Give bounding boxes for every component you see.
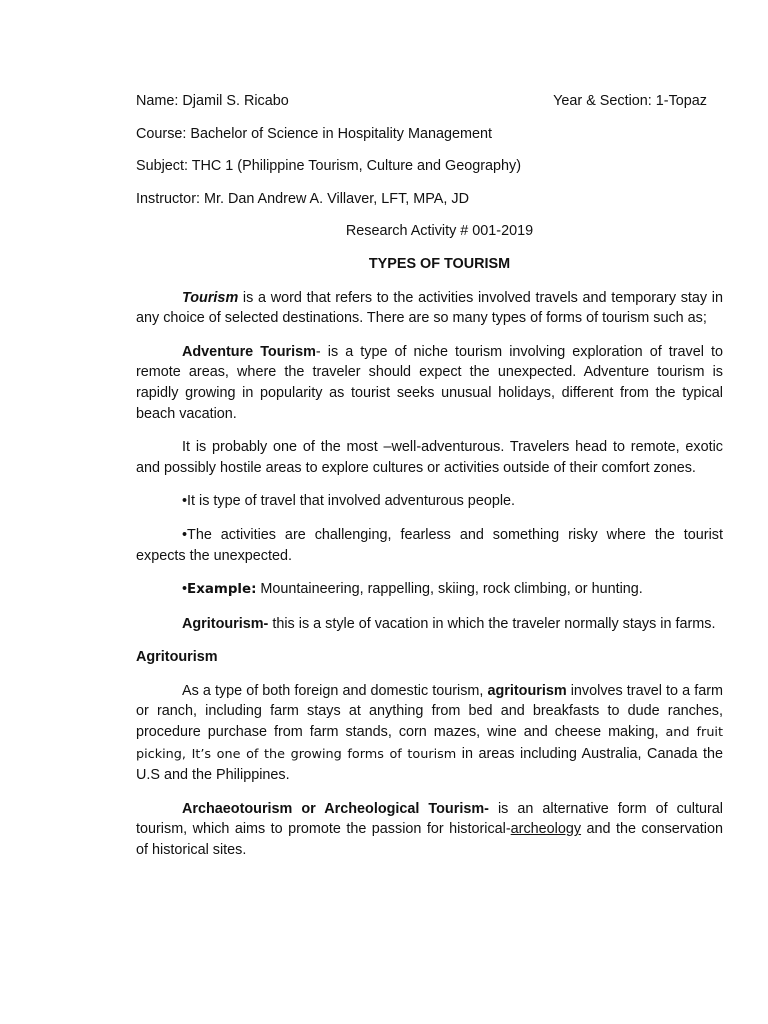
term-agritourism-inline: agritourism	[487, 682, 567, 699]
bullet-activities: •The activities are challenging, fearless and something risky where the tourist expects the unexpected.	[136, 526, 723, 564]
year-section: Year & Section: 1-Topaz	[553, 93, 707, 109]
archeology-link[interactable]: archeology	[510, 821, 582, 838]
bullet-example	[136, 579, 723, 601]
heading-agritourism: Agritourism	[136, 649, 218, 666]
paragraph-adventure-tourism	[136, 342, 723, 424]
term-adventure-tourism: Adventure Tourism	[182, 343, 316, 360]
bullet-adventurous-people: •It is type of travel that involved adventurous people.	[182, 493, 516, 510]
agri-text-alt: and fruit picking, It’s one of the growing forms of tourism	[136, 725, 724, 762]
paragraph-archaeotourism	[136, 799, 723, 861]
document-title: TYPES OF TOURISM	[368, 255, 511, 272]
subject-line: Subject: THC 1 (Philippine Tourism, Culture and Geography)	[136, 158, 522, 175]
paragraph-tourism-definition	[136, 288, 723, 329]
text-adventure-tourism: - is a type of niche tourism involving exploration of travel to remote areas, where the traveler should expect the unexpected. Adventure tourism is rapidly growing in popularity as tourist seeks unusual holidays, different from the typical beach vacation.	[136, 343, 723, 422]
activity-number: Research Activity # 001-2019	[345, 223, 534, 240]
term-archaeotourism: Archaeotourism or Archeological Tourism-	[182, 800, 489, 817]
agri-text-pre: As a type of both foreign and domestic tourism,	[182, 682, 488, 699]
student-name: Name: Djamil S. Ricabo	[136, 93, 289, 109]
archaeo-text-post: and the conservation of historical sites.	[136, 821, 723, 859]
example-label: Example:	[187, 582, 257, 598]
agri-text-post: in areas including Australia, Canada the U.S and the Philippines.	[136, 745, 723, 784]
course-line: Course: Bachelor of Science in Hospitality Management	[136, 125, 492, 142]
instructor-line: Instructor: Mr. Dan Andrew A. Villaver, LFT, MPA, JD	[136, 190, 469, 207]
paragraph-adventurous: It is probably one of the most –well-adventurous. Travelers head to remote, exotic and possibly hostile areas to explore cultures or activities outside of their comfort zones.	[136, 439, 723, 476]
bullet-glyph: •	[182, 581, 188, 598]
text-agritourism: this is a style of vacation in which the traveler normally stays in farms.	[268, 615, 716, 632]
term-agritourism: Agritourism-	[182, 615, 269, 632]
document-body	[136, 91, 723, 861]
term-tourism: Tourism	[182, 289, 239, 306]
example-text: Mountaineering, rappelling, skiing, rock climbing, or hunting.	[256, 581, 643, 598]
text-tourism: is a word that refers to the activities involved travels and temporary stay in any choice of selected destinations. There are so many types of forms of tourism such as;	[136, 289, 723, 327]
paragraph-agritourism-intro	[136, 614, 723, 635]
agri-text-mid: involves travel to a farm or ranch, including farm stays at anything from bed and breakfasts to dude ranches, procedure purchase from farm stands, corn mazes, wine and cheese making,	[136, 682, 723, 741]
paragraph-agritourism-detail	[136, 681, 723, 786]
archaeo-text-pre: is an alternative form of cultural tourism, which aims to promote the passion for historical-	[136, 800, 723, 838]
name-row	[136, 91, 723, 112]
